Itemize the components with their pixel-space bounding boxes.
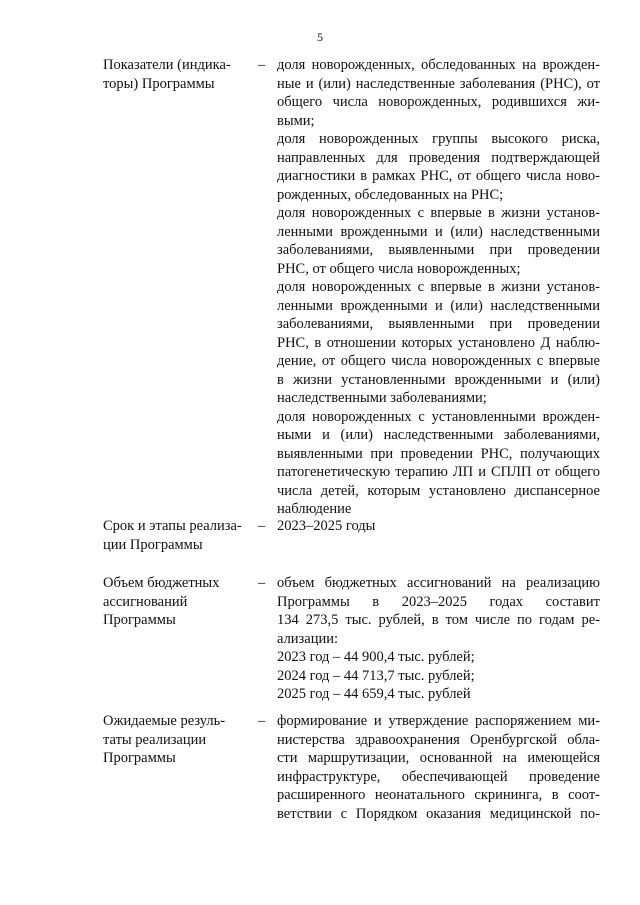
content-line: ленными врожденными и (или) наследственными <box>277 297 600 314</box>
content-line: заболеваниями, выявленными при проведении <box>277 242 600 258</box>
content-line: 2023–2025 годы <box>277 518 376 534</box>
content-line: доля новорожденных с впервые в жизни установ- <box>277 205 600 221</box>
section-label-line: ции Программы <box>103 536 203 553</box>
section-label-line: Срок и этапы реализа- <box>103 518 242 534</box>
content-line: ленными врожденными и (или) наследственными <box>277 223 600 240</box>
content-line: 2023 год – 44 900,4 тыс. рублей; <box>277 649 475 665</box>
section-content <box>277 574 600 704</box>
section-label-line: ассигнований <box>103 593 188 610</box>
content-line: патогенетическую терапию ЛП и СПЛП от общего <box>277 464 600 480</box>
section-content <box>277 712 600 823</box>
content-line: формирование и утверждение распоряжением ми- <box>277 713 600 729</box>
section-label <box>103 712 253 768</box>
content-line: нистерства здравоохранения Оренбургской обла- <box>277 731 600 748</box>
content-line: наследственными заболеваниями; <box>277 390 487 406</box>
content-line: доля новорожденных группы высокого риска, <box>277 131 600 147</box>
content-line: наблюдение <box>277 501 352 517</box>
content-line: 2025 год – 44 659,4 тыс. рублей <box>277 686 471 702</box>
section-label <box>103 517 253 554</box>
content-line: Программы в 2023–2025 годах составит <box>277 593 600 610</box>
content-line: РНС, от общего числа новорожденных; <box>277 260 521 277</box>
content-line: ными и (или) наследственными заболеваниями, <box>277 427 600 443</box>
content-line: доля новорожденных с установленными врожден- <box>277 408 600 425</box>
section-content <box>277 517 600 536</box>
content-line: в жизни установленными врожденными и (или) <box>277 371 600 388</box>
content-line: 2024 год – 44 713,7 тыс. рублей; <box>277 667 475 684</box>
content-line: заболеваниями, выявленными при проведении <box>277 316 600 332</box>
content-line: доля новорожденных с впервые в жизни установ- <box>277 279 600 295</box>
content-line: ные и (или) наследственные заболевания (РНС), от <box>277 75 600 92</box>
content-line: общего числа новорожденных, родившихся жи- <box>277 94 600 110</box>
content-line: направленных для проведения подтверждающей <box>277 149 600 166</box>
content-line: РНС, в отношении которых установлено Д наблю- <box>277 334 600 351</box>
section-label-line: таты реализации <box>103 731 207 748</box>
content-line: объем бюджетных ассигнований на реализацию <box>277 575 600 591</box>
content-line: числа детей, которым установлено диспансерное <box>277 482 600 499</box>
content-line: диагностики в рамках РНС, от общего числа ново- <box>277 168 600 184</box>
content-line: выми; <box>277 112 315 129</box>
page-number: 5 <box>317 30 323 44</box>
section-label-line: Объем бюджетных <box>103 575 220 591</box>
content-line: рожденных, обследованных на РНС; <box>277 186 504 203</box>
content-line: дение, от общего числа новорожденных с впервые <box>277 353 600 369</box>
content-line: сти маршрутизации, основанной на имеющейся <box>277 750 600 766</box>
content-line: выявленными при проведении РНС, получающих <box>277 445 600 462</box>
section-dash: – <box>258 57 266 73</box>
content-line: инфраструктуре, обеспечивающей проведение <box>277 768 600 785</box>
section-label <box>103 56 253 93</box>
section-label <box>103 574 253 630</box>
content-line: 134 273,5 тыс. рублей, в том числе по годам ре- <box>277 612 600 628</box>
content-line: ализации: <box>277 630 339 647</box>
content-line: расширенного неонатального скрининга, в соот- <box>277 787 600 803</box>
content-line: ветствии с Порядком оказания медицинской по- <box>277 805 600 822</box>
section-dash: – <box>258 713 266 729</box>
section-label-line: торы) Программы <box>103 75 215 92</box>
section-label-line: Показатели (индика- <box>103 57 231 73</box>
section-dash: – <box>258 518 266 534</box>
section-label-line: Программы <box>103 750 176 766</box>
section-label-line: Программы <box>103 612 176 628</box>
section-content <box>277 56 600 519</box>
section-dash: – <box>258 575 266 591</box>
content-line: доля новорожденных, обследованных на врожден- <box>277 57 600 73</box>
section-label-line: Ожидаемые резуль- <box>103 713 226 729</box>
